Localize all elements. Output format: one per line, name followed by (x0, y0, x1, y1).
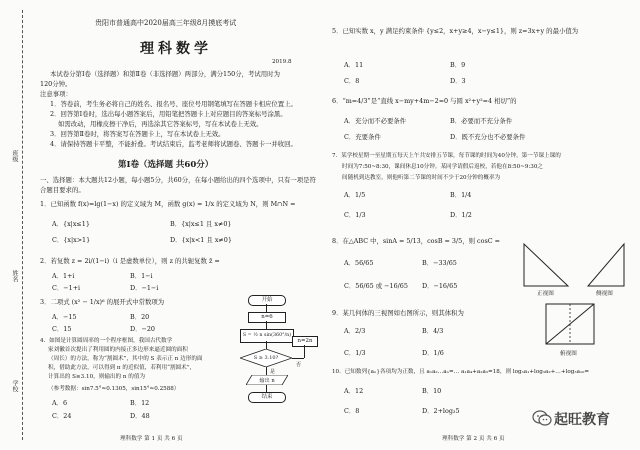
q5-option-a: A．11 (344, 61, 364, 69)
flowchart-output: 输出 n (259, 378, 275, 384)
q7-stem-1: 7．某学校星期一至星期五每天上午共安排五节课，每节课的时间为40分钟，第一节课上课的 (332, 153, 561, 159)
page-title: 理科数学 (140, 41, 212, 57)
page-footer-1: 理科数学 第 1 页 共 6 页 (120, 436, 183, 442)
flowchart-arrow-2 (266, 321, 267, 329)
q2-option-c: C．−1+i (52, 284, 81, 292)
q2-option-d: D．−1−i (130, 284, 159, 292)
section-desc-1: 一、选择题：本大题共12小题，每小题5分，共60分，在每小题给出的四个选项中，只有一项是符 (40, 176, 316, 184)
flowchart-condition: S ≥ 3.10? (253, 355, 279, 361)
flowchart-loop-v (304, 345, 305, 358)
q4-stem-1: 4．如图是计算圆周率的一个程序框图，我国古代数学 (40, 338, 173, 344)
note-2: 2．回答第Ⅰ卷时，选出每小题答案后，用铅笔把答题卡上对应题目的答案标号涂黑。 (50, 110, 287, 118)
q9-option-c: C．1/3 (344, 349, 366, 357)
exam-header: 贵阳市普通高中2020届高三年级8月摸底考试 (95, 19, 237, 27)
q4-stem-2: 家刘徽首次提出了利用圆的内接正多边形来逼近圆的面积 (48, 347, 188, 353)
binding-label-school: 学校 (11, 380, 18, 392)
flowchart-arrow-5 (266, 385, 267, 392)
binding-line (22, 10, 23, 440)
q4-stem-4: 积，借助此方法，可以得到 π 的近似值，若利用“割圆术”， (48, 365, 196, 371)
q3-option-d: D．−20 (130, 325, 156, 333)
q8-option-a: A．56/65 (344, 259, 374, 267)
wechat-logo-icon (532, 408, 552, 428)
q6-stem: 6．“m=4/3”是“直线 x−my+4m−2=0 与圆 x²+y²=4 相切”的 (332, 97, 517, 105)
flowchart-arrow-1 (266, 304, 267, 312)
q5-option-d: D．3 (450, 77, 466, 85)
flowchart-start: 开始 (248, 295, 286, 306)
note-3: 3．回答第Ⅱ卷时，将答案写在答题卡上，写在本试卷上无效。 (50, 130, 225, 138)
q4-option-c: C．24 (52, 412, 72, 420)
flowchart-yes-label: 是 (270, 369, 276, 375)
q10-option-d: D．2+log₃5 (422, 407, 460, 415)
q6-option-b: B．必要而不充分条件 (450, 117, 513, 125)
binding-label-name: 姓名 (11, 270, 18, 282)
q7-stem-2: 时间为7:50~8:30，课间休息10分钟。某同学请假后返校，若他在8:50~9:30之 (342, 164, 543, 170)
q10-option-c: C．8 (344, 407, 360, 415)
front-view-label: 正视图 (537, 291, 554, 297)
q8-option-d: D．−16/65 (422, 282, 458, 290)
q4-option-b: B．12 (130, 399, 150, 407)
note-4: 4．请保持答题卡平整，不能折叠。考试结束后，监考老师将试题卷、答题卡一并收回。 (50, 140, 297, 148)
q7-option-b: B．1/4 (450, 191, 472, 199)
q6-option-c: C．充要条件 (344, 133, 381, 141)
q8-stem: 8．在△ABC 中，sinA = 5/13，cosB = 3/5，则 cosC = (332, 237, 501, 245)
front-view-figure (520, 240, 572, 290)
q3-stem: 3．二项式 (x² − 1/x)⁶ 的展开式中常数项为 (40, 298, 165, 306)
q4-option-a: A．6 (52, 399, 68, 407)
q4-option-d: D．48 (130, 412, 150, 420)
flowchart-arrow-4 (266, 367, 267, 375)
q10-option-b: B．10 (422, 387, 442, 395)
q4-stem-5: 计算出的 S≥3.10，则输出的 n 的值为 (48, 374, 146, 380)
q4-reference: （参考数据：sin7.5°≈0.1305，sin15°≈0.2588） (48, 386, 180, 392)
q8-option-c: C．56/65 或 −16/65 (344, 282, 408, 290)
section-title: 第Ⅰ卷（选择题 共60分） (118, 160, 214, 170)
top-view-label: 俯视图 (560, 351, 577, 357)
page-footer-2: 理科数学 第 2 页 共 6 页 (442, 436, 505, 442)
q1-option-a: A．{x|x≤1} (52, 220, 90, 228)
binding-margin (0, 0, 30, 450)
q10-stem: 10．已知数列{aₙ}各项均为正数，且 a₁a₂…aₙ=… a₁a₄+a₂a₃=18，则 log₃a₁+log₃a₂+…+log₃a₁₀= (332, 369, 590, 375)
side-view-label: 侧视图 (596, 291, 613, 297)
q9-option-a: A．2/3 (344, 327, 366, 335)
watermark-text: 起旺教育 (554, 412, 610, 428)
q5-option-b: B．9 (450, 61, 466, 69)
q1-option-c: C．{x|x>1} (52, 236, 91, 244)
q2-option-a: A．1+i (52, 272, 75, 280)
q9-option-d: D．1/6 (422, 349, 444, 357)
q5-option-c: C．8 (344, 77, 360, 85)
flowchart-loop-h (292, 358, 304, 359)
q10-option-a: A．12 (344, 387, 364, 395)
flowchart-update: n=2n (292, 336, 318, 347)
binding-label-class: 班级 (11, 150, 18, 162)
q6-option-a: A．充分而不必要条件 (344, 117, 407, 125)
note-2-cont: 如需改动，用橡皮擦干净后，再选涂其它答案标号，写在本试卷上无效。 (58, 120, 263, 128)
exam-date: 2019.8 (272, 59, 292, 65)
q3-option-b: B．20 (130, 313, 150, 321)
q3-option-c: C．15 (52, 325, 72, 333)
note-1: 1．答卷前，考生务必将自己的姓名、报名号、座位号用钢笔填写在答题卡相应位置上。 (50, 100, 297, 108)
flowchart-init: n=6 (248, 312, 286, 323)
flowchart-formula: S = ½ n sin(360°/n) (240, 329, 294, 343)
flowchart-arrow-3 (266, 341, 267, 349)
q3-option-a: A．−15 (52, 313, 77, 321)
q7-stem-3: 间随机到达教室，则他听第二节课的时间不少于20分钟的概率为 (342, 175, 501, 181)
intro-line-1: 本试卷分第Ⅰ卷（选择题）和第Ⅱ卷（非选择题）两部分，满分150分，考试用时为 (50, 70, 280, 78)
q9-stem: 9．某几何体的三视图如右图所示，则其体积为 (332, 309, 464, 317)
q1-stem: 1．已知函数 f(x)=lg(1−x) 的定义域为 M，函数 g(x) = 1/x 的定义域为 N，则 M∩N = (40, 200, 296, 208)
top-view-figure (542, 300, 598, 350)
section-desc-2: 合题目要求的。 (40, 186, 85, 194)
flowchart-end: 结束 (248, 392, 286, 403)
q1-option-b: B．{x|x≤1 且 x≠0} (170, 220, 232, 228)
side-view-figure (584, 240, 630, 290)
intro-line-2: 120分钟。 (40, 80, 72, 88)
q7-option-d: D．1/2 (450, 211, 472, 219)
intro-line-3: 注意事项： (40, 90, 72, 98)
q9-option-b: B．4/3 (422, 327, 444, 335)
q2-option-b: B．1−i (130, 272, 153, 280)
q1-option-d: D．{x|x<1 且 x≠0} (170, 236, 232, 244)
exam-page-2 (322, 0, 640, 450)
q7-option-a: A．1/5 (344, 191, 366, 199)
q8-option-b: B．−33/65 (422, 259, 457, 267)
flowchart-no-label: 否 (296, 362, 302, 368)
q7-option-c: C．1/3 (344, 211, 366, 219)
q5-stem: 5．已知实数 x，y 满足约束条件 {y≤2，x+y≥4，x−y≤1}，则 z=3x+y 的最小值为 (332, 27, 579, 35)
q4-stem-3: （周长）的方法，称为“割圆术”，其中的 S 表示正 n 边形的面 (48, 356, 203, 362)
q2-stem: 2．若复数 z = 2i/(1−i)（i 是虚数单位），则 z 的共轭复数 z̄ = (40, 257, 220, 265)
q6-option-d: D．既不充分也不必要条件 (450, 133, 526, 141)
